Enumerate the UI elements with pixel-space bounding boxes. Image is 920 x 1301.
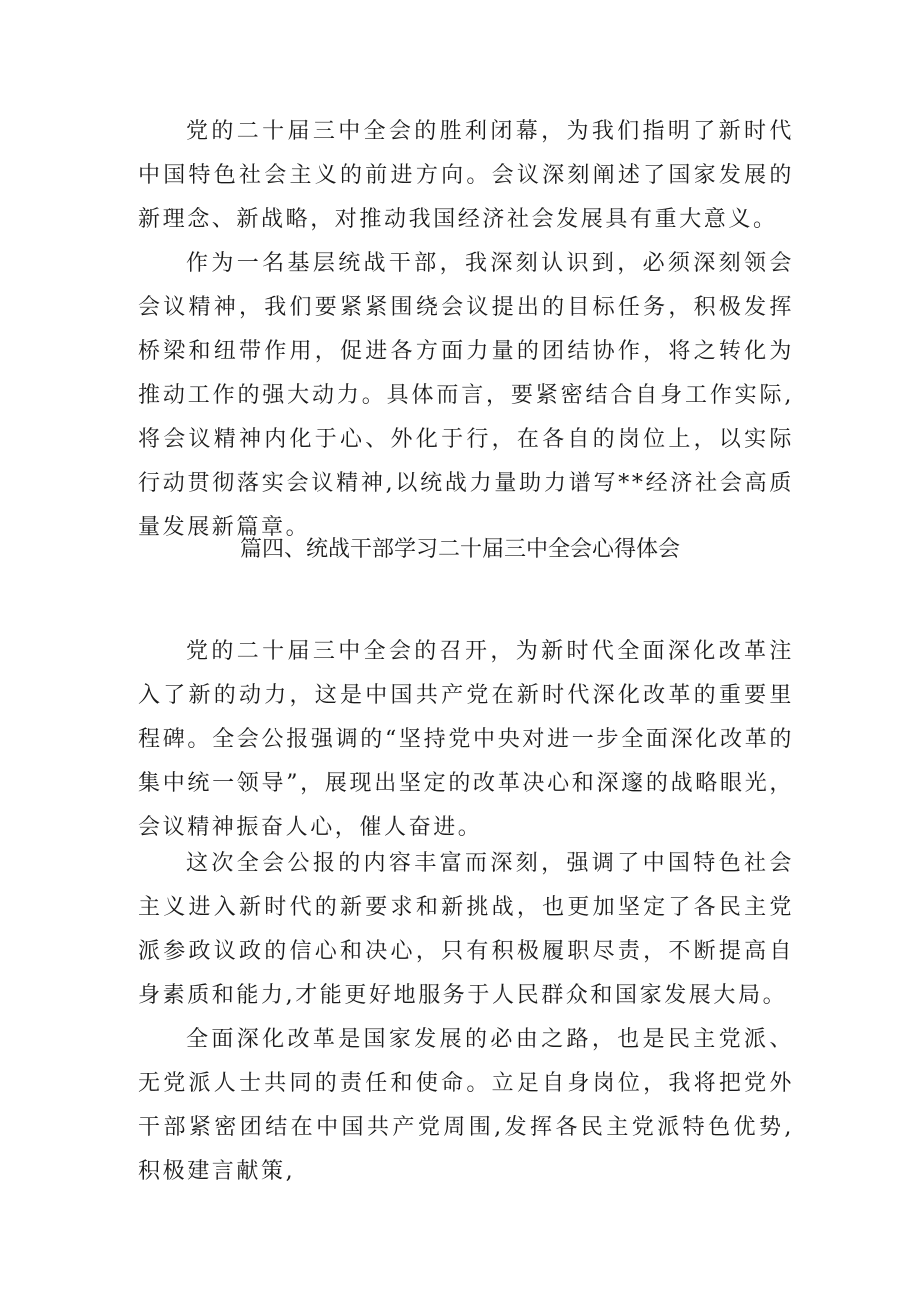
body-paragraph: 这次全会公报的内容丰富而深刻，强调了中国特色社会主义进入新时代的新要求和新挑战，也更加坚定了各民主党派参政议政的信心和决心，只有积极履职尽责，不断提高自身素质和能力,才能更好地服务于人民群众和国家发展大局。 — [138, 851, 794, 1008]
body-paragraph: 全面深化改革是国家发展的必由之路，也是民主党派、无党派人士共同的责任和使命。立足自身岗位，我将把党外干部紧密团结在中国共产党周围,发挥各民主党派特色优势,积极建言献策, — [138, 1027, 794, 1184]
body-paragraph: 作为一名基层统战干部，我深刻认识到，必须深刻领会会议精神，我们要紧紧围绕会议提出的目标任务，积极发挥桥梁和纽带作用，促进各方面力量的团结协作，将之转化为推动工作的强大动力。具体而言，要紧密结合自身工作实际,将会议精神内化于心、外化于行，在各自的岗位上，以实际行动贯彻落实会议精神,以统战力量助力谱写**经济社会高质量发展新篇章。 — [138, 251, 794, 540]
section-title: 篇四、统战干部学习二十届三中全会心得体会 — [239, 537, 680, 562]
body-paragraph: 党的二十届三中全会的胜利闭幕，为我们指明了新时代中国特色社会主义的前进方向。会议深刻阐述了国家发展的新理念、新战略，对推动我国经济社会发展具有重大意义。 — [138, 119, 794, 232]
body-paragraph: 党的二十届三中全会的召开，为新时代全面深化改革注入了新的动力，这是中国共产党在新时代深化改革的重要里程碑。全会公报强调的“坚持党中央对进一步全面深化改革的集中统一领导”，展现出坚定的改革决心和深邃的战略眼光，会议精神振奋人心，催人奋进。 — [138, 639, 794, 840]
